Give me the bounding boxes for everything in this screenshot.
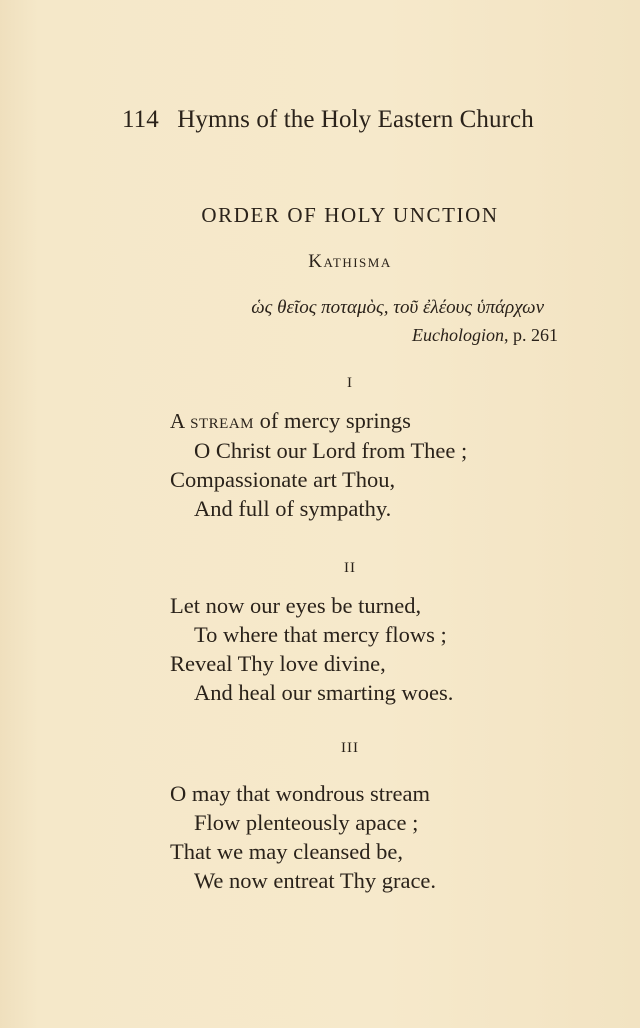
source-reference — [300, 325, 558, 346]
verse-line: O Christ our Lord from Thee ; — [194, 438, 468, 463]
hymn-title: ORDER OF HOLY UNCTION — [201, 203, 499, 227]
verse-line: A stream of mercy springs — [170, 408, 411, 433]
hymn-subtitle: Kathisma — [308, 251, 392, 272]
stanza — [170, 779, 570, 895]
verse-line: Let now our eyes be turned, — [170, 593, 422, 618]
page-number: 114 — [122, 106, 159, 133]
stanza — [170, 406, 570, 523]
verse-line: O may that wondrous stream — [170, 781, 430, 806]
verse-line: Flow plenteously apace ; — [194, 810, 419, 835]
stanza-numeral: II — [344, 560, 356, 576]
verse-line: Compassionate art Thou, — [170, 467, 396, 492]
stanza — [170, 591, 570, 707]
verse-line: And full of sympathy. — [194, 496, 392, 521]
stanza-numeral: III — [341, 740, 359, 756]
verse-line: Reveal Thy love divine, — [170, 651, 386, 676]
book-title: Hymns of the Holy Eastern Church — [177, 106, 534, 133]
source-page: , p. 261 — [504, 325, 558, 345]
running-head — [122, 106, 562, 134]
verse-lead-words: A stream — [170, 409, 255, 433]
source-name: Euchologion — [412, 325, 504, 345]
verse-line: We now entreat Thy grace. — [194, 868, 437, 893]
verse-line: And heal our smarting woes. — [194, 680, 454, 705]
verse-line: That we may cleansed be, — [170, 839, 404, 864]
greek-incipit: ὡς θεῖος ποταμὸς, τοῦ ἐλέους ὑπάρχων — [251, 297, 544, 318]
verse-line: To where that mercy flows ; — [194, 622, 447, 647]
stanza-numeral: I — [347, 375, 353, 391]
